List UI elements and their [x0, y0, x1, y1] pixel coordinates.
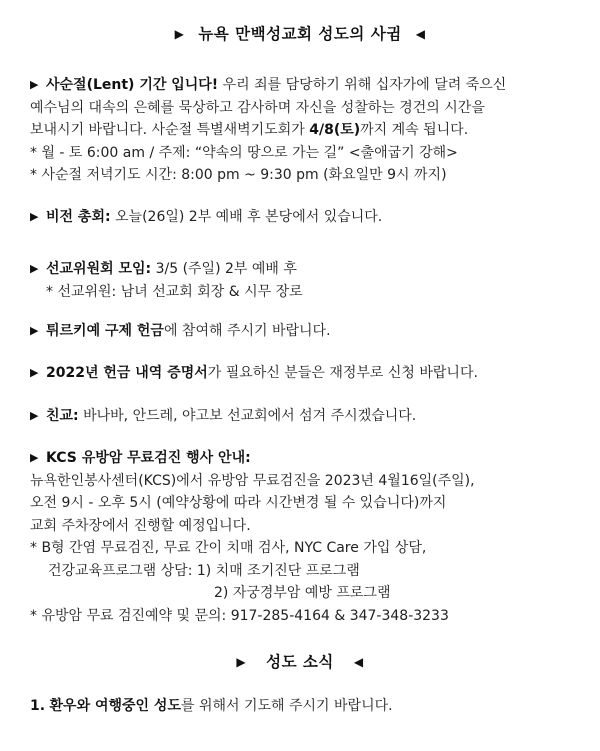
page-title: 뉴욕 만백성교회 성도의 사귐 [198, 25, 402, 43]
bullet-icon: ▶ [30, 262, 39, 275]
announcement-text: 3/5 (주일) 2부 예배 후 [151, 261, 297, 277]
bullet-icon: ▶ [30, 366, 39, 379]
announcement-title: 선교위원회 모임: [46, 261, 152, 277]
triangle-right-icon: ▶ [236, 655, 247, 669]
announcement-text: 예수님의 대속의 은혜를 묵상하고 감사하며 자신을 성찰하는 경건의 시간을 [30, 99, 485, 116]
announcement-note: * 월 - 토 6:00 am / 주제: “약속의 땅으로 가는 길” <출애굽기 강해> [30, 144, 458, 161]
announcement-title: KCS 유방암 무료검진 행사 안내: [46, 450, 251, 466]
bullet-icon: ▶ [30, 78, 39, 91]
announcement-note: 건강교육프로그램 상담: 1) 치매 조기진단 프로그램 [48, 562, 360, 579]
announcement-text: 오늘(26일) 2부 예배 후 본당에서 있습니다. [110, 209, 383, 225]
announcement-note: * 선교위원: 남녀 선교회 회장 & 시무 장로 [46, 283, 303, 300]
news-item-text: 를 위해서 기도해 주시기 바랍니다. [180, 698, 393, 714]
bullet-icon: ▶ [30, 451, 39, 464]
news-title-row [0, 650, 600, 672]
announcement-kcs [30, 447, 590, 627]
announcement-relief [30, 320, 590, 343]
announcement-text: 까지 계속 됩니다. [360, 122, 469, 138]
announcement-contact: * 유방암 무료 검진예약 및 문의: 917-285-4164 & 347-348-3233 [30, 607, 449, 624]
announcement-text: 에 참여해 주시기 바랍니다. [163, 323, 331, 339]
announcement-text: 뉴욕한인봉사센터(KCS)에서 유방암 무료검진을 2023년 4월16일(주일), [30, 472, 475, 489]
announcement-vision [30, 206, 590, 229]
announcement-title: 2022년 헌금 내역 증명서 [46, 365, 208, 381]
triangle-left-icon: ◀ [353, 655, 364, 669]
announcement-text: 교회 주차장에서 진행할 예정입니다. [30, 517, 251, 534]
announcement-title: 비전 총회: [46, 209, 111, 225]
triangle-right-icon: ▶ [174, 27, 185, 41]
news-title: 성도 소식 [266, 653, 334, 671]
announcement-title: 튀르키예 구제 헌금 [46, 323, 164, 339]
announcement-donation [30, 362, 590, 385]
announcement-mission [30, 258, 590, 303]
announcement-text: 가 필요하신 분들은 재정부로 신청 바랍니다. [207, 365, 478, 381]
news-item [30, 695, 590, 718]
announcement-text: 바나바, 안드레, 야고보 선교회에서 섬겨 주시겠습니다. [78, 408, 417, 424]
announcement-lent [30, 74, 590, 187]
announcement-text: 우리 죄를 담당하기 위해 십자가에 달려 죽으신 [218, 77, 507, 93]
announcement-text: 보내시기 바랍니다. 사순절 특별새벽기도회가 [30, 122, 310, 138]
bullet-icon: ▶ [30, 210, 39, 223]
bullet-icon: ▶ [30, 324, 39, 337]
news-item-title: 환우와 여행중인 성도 [49, 698, 181, 714]
page-title-row [0, 22, 600, 44]
announcement-title: 사순절(Lent) 기간 입니다! [46, 77, 219, 93]
announcement-note: * B형 간염 무료검진, 무료 간이 치매 검사, NYC Care 가입 상담, [30, 540, 427, 556]
news-item-number: 1. [30, 698, 46, 714]
announcement-title: 친교: [46, 408, 79, 424]
announcement-note: * 사순절 저녁기도 시간: 8:00 pm ~ 9:30 pm (화요일만 9시 까지) [30, 167, 447, 183]
announcement-text: 오전 9시 - 오후 5시 (예약상황에 따라 시간변경 될 수 있습니다)까지 [30, 495, 447, 511]
announcement-fellowship [30, 405, 590, 428]
announcement-date: 4/8(토) [309, 122, 361, 138]
bullet-icon: ▶ [30, 409, 39, 422]
triangle-left-icon: ◀ [415, 27, 426, 41]
announcement-note: 2) 자궁경부암 예방 프로그램 [214, 585, 391, 601]
